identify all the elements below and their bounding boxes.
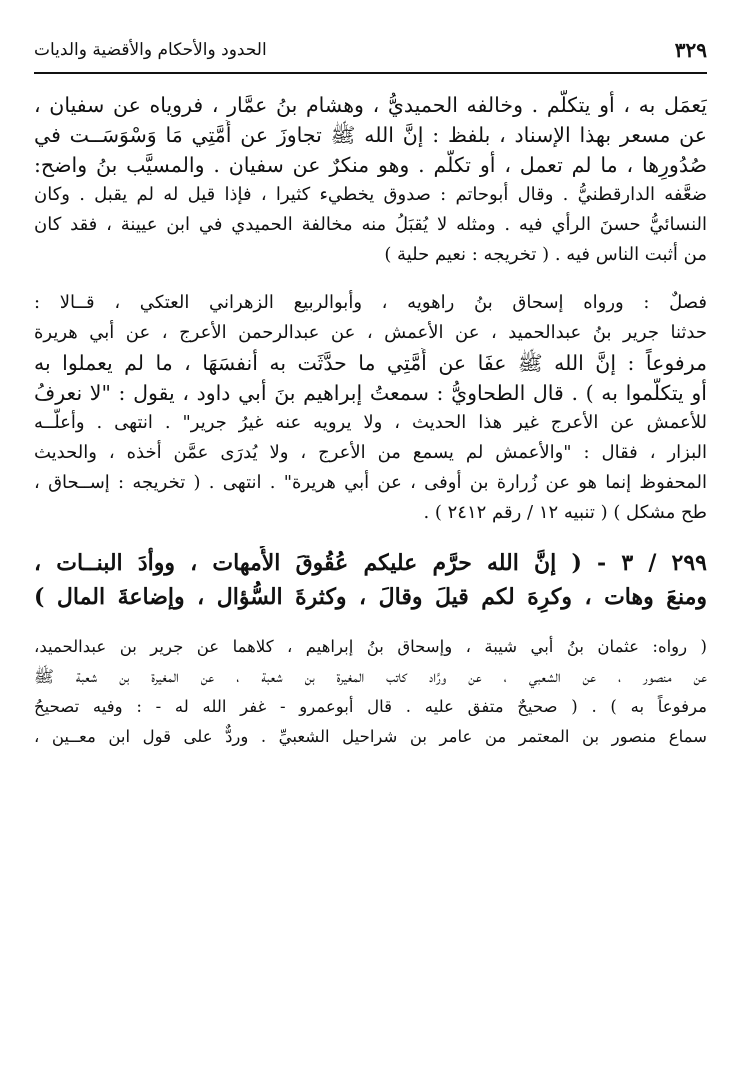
header-divider [34, 72, 707, 74]
text-line: أو يتكلَّموا به ) . قال الطحاويُّ : سمعتُ إبراهيم بنَ أبي داود ، يقول : "لا نعرفُ [34, 381, 707, 405]
text-line: طح مشكل ) ( تنبيه ١٢ / رقم ٢٤١٢ ) . [423, 502, 707, 523]
page-header [34, 38, 707, 68]
text-line: البزار ، فقال : "والأعمش لم يسمع من الأعرج ، ولا يُدرَى عمَّن أخذه ، والحديث [34, 442, 707, 463]
page-number: ٣٢٩ [674, 38, 707, 62]
text-line: مرفوعاً : إنَّ الله ﷺ عفَا عن أُمَّتِي ما حدَّثَت به أنفسَهَا ، ما لم يعملوا به [34, 351, 707, 375]
text-line: حدثنا جرير بنُ عبدالحميد ، عن الأعمش ، عن عبدالرحمن الأعرج ، عن أبي هريرة [34, 322, 707, 343]
text-line: يَعمَل به ، أو يتكلَّم . وخالفه الحميديُّ ، وهشام بنُ عمَّار ، فروياه عن سفيان ، [34, 93, 707, 117]
hadith-heading-line: ومنعَ وهات ، وكرِهَ لكم قيلَ وقالَ ، وكثرةَ السُّؤال ، وإضاعةَ المال ) [34, 584, 707, 610]
text-line: للأعمش عن الأعرج غير هذا الحديث ، ولا يرويه عنه غيرُ جرير" . انتهى . وأعلَّــه [34, 412, 707, 433]
paragraph-1 [34, 90, 707, 270]
text-line: مرفوعاً به ) . ( صحيحٌ متفق عليه . قال أبوعمرو - غفر الله له - : وفيه تصحيحُ [34, 697, 707, 716]
hadith-heading-line: ٢٩٩ / ٣ - ( إنَّ الله حرَّم عليكم عُقُوقَ الأُمهات ، ووأدَ البنــات ، [34, 550, 707, 576]
text-line: فصلٌ : ورواه إسحاق بنُ راهويه ، وأبوالربيع الزهراني العتكي ، قــالا : [34, 292, 707, 313]
text-line: عن منصور ، عن الشعبي ، عن ورَّاد كاتب المغيرة بن شعبة ، عن المغيرة بن شعبة ﷺ [34, 667, 707, 686]
text-line: ( رواه: عثمان بنُ أبي شيبة ، وإسحاق بنُ إبراهيم ، كلاهما عن جرير بن عبدالحميد، [34, 637, 707, 656]
text-line: من أثبت الناس فيه . ( تخريجه : نعيم حلية ) [384, 244, 707, 265]
text-line: عن مسعر بهذا الإسناد ، بلفظ : إنَّ الله ﷺ تجاوزَ عن أُمَّتِي مَا وَسْوَسَــت في [34, 123, 707, 147]
text-line: سماع منصور بن المعتمر من عامر بن شراحيل الشعبيِّ . وردٌّ على قول ابن معــين ، [34, 727, 707, 746]
page-body [34, 90, 707, 762]
text-line: صُدُورِها ، ما لم تعمل ، أو تكلَّم . وهو منكرٌ عن سفيان . والمسيَّب بنُ واضح: [34, 153, 707, 177]
text-line: ضعَّفه الدارقطنيُّ . وقال أبوحاتم : صدوق يخطيء كثيرا ، فإذا قيل له لم يقبل . وكان [34, 184, 707, 205]
paragraph-3 [34, 632, 707, 752]
hadith-heading [34, 546, 707, 614]
text-line: المحفوظ إنما هو عن زُرارة بن أوفى ، عن أبي هريرة" . انتهى . ( تخريجه : إســحاق ، [34, 472, 707, 493]
text-line: النسائيُّ حسنَ الرأي فيه . ومثله لا يُقبَلُ منه مخالفة الحميدي في ابن عيينة ، فقد كان [34, 214, 707, 235]
paragraph-2 [34, 288, 707, 528]
running-title: الحدود والأحكام والأقضية والديات [34, 40, 267, 60]
